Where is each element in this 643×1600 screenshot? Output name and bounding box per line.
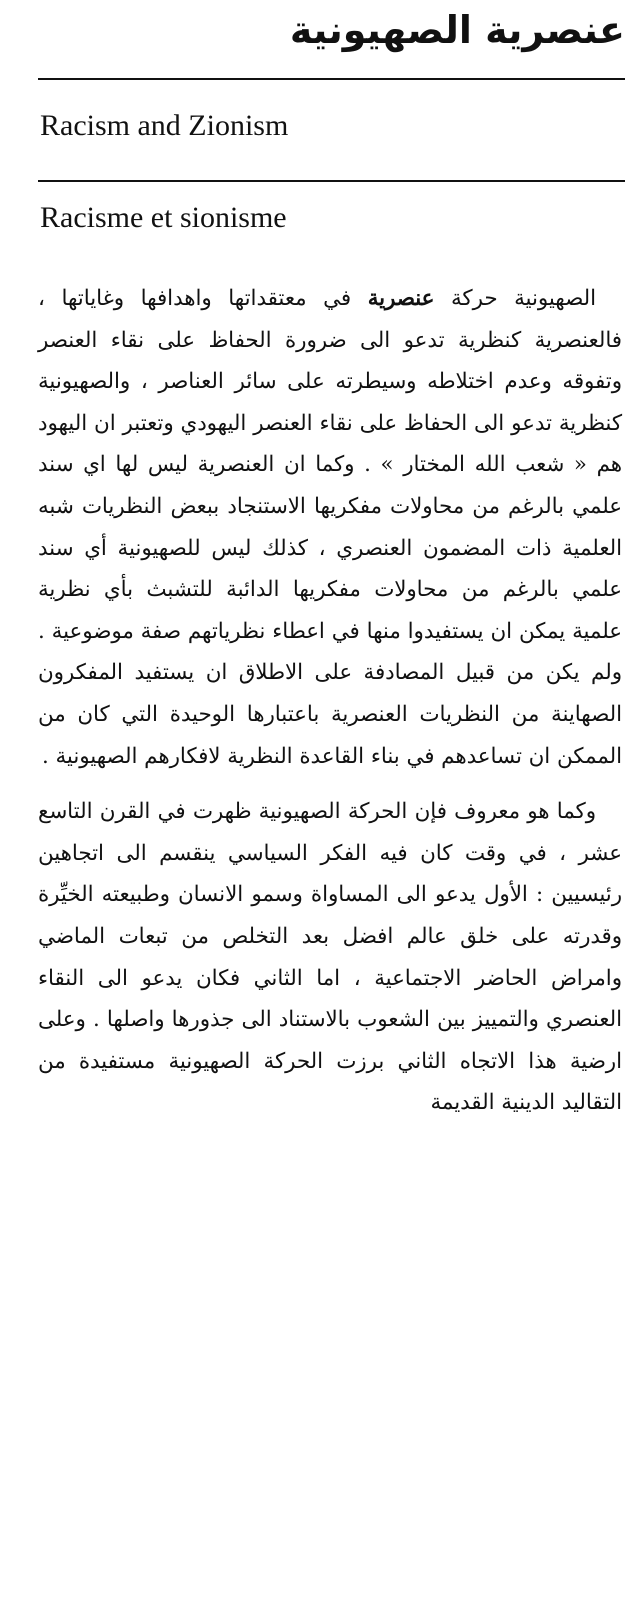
- article-body: [38, 278, 622, 1124]
- english-title: Racism and Zionism: [40, 109, 289, 142]
- paragraph-1-start: الصهيونية حركة: [451, 286, 596, 311]
- paragraph-2: وكما هو معروف فإن الحركة الصهيونية ظهرت في القرن التاسع عشر ، في وقت كان فيه الفكر السياسي ينقسم الى اتجاهين رئيسيين : الأول يدعو الى المساواة وسمو الانسان وطبيعته الخيِّرة وقدرته على خلق عالم افضل بعد التخلص من تبعات الماضي وامراض الحاضر الاجتماعية ، اما الثاني فكان يدعو الى النقاء العنصري والتمييز بين الشعوب بالاستناد الى جذورها واصلها . وعلى ارضية هذا الاتجاه الثاني برزت الحركة الصهيونية مستفيدة من التقاليد الدينية القديمة: [38, 799, 622, 1116]
- paragraph-1-rest: في معتقداتها واهدافها وغاياتها ، فالعنصرية كنظرية تدعو الى ضرورة الحفاظ على نقاء العنصر وتفوقه وعدم اختلاطه وسيطرته على سائر العناصر ، والصهيونية كنظرية تدعو الى الحفاظ على نقاء العنصر اليهودي وتعتبر ان اليهود هم « شعب الله المختار » . وكما ان العنصرية ليس لها اي سند علمي بالرغم من محاولات مفكريها الاستنجاد ببعض النظريات شبه العلمية ذات المضمون العنصري ، كذلك ليس للصهيونية أي سند علمي بالرغم من محاولات مفكريها الدائبة للتشبث بأي نظرية علمية يمكن ان يستفيدوا منها في اعطاء نظرياتهم صفة موضوعية . ولم يكن من قبيل المصادفة على الاطلاق ان يستفيد المفكرون الصهاينة من النظريات العنصرية باعتبارها الوحيدة التي كان من الممكن ان تساعدهم في بناء القاعدة النظرية لافكارهم الصهيونية .: [38, 286, 622, 769]
- emphasis-racist: عنصرية: [367, 286, 435, 311]
- arabic-title: عنصرية الصهيونية: [289, 8, 625, 52]
- title-divider-bottom: [38, 180, 625, 182]
- paragraph-1: [38, 278, 622, 777]
- title-divider-top: [38, 78, 625, 80]
- french-title: Racisme et sionisme: [40, 201, 287, 234]
